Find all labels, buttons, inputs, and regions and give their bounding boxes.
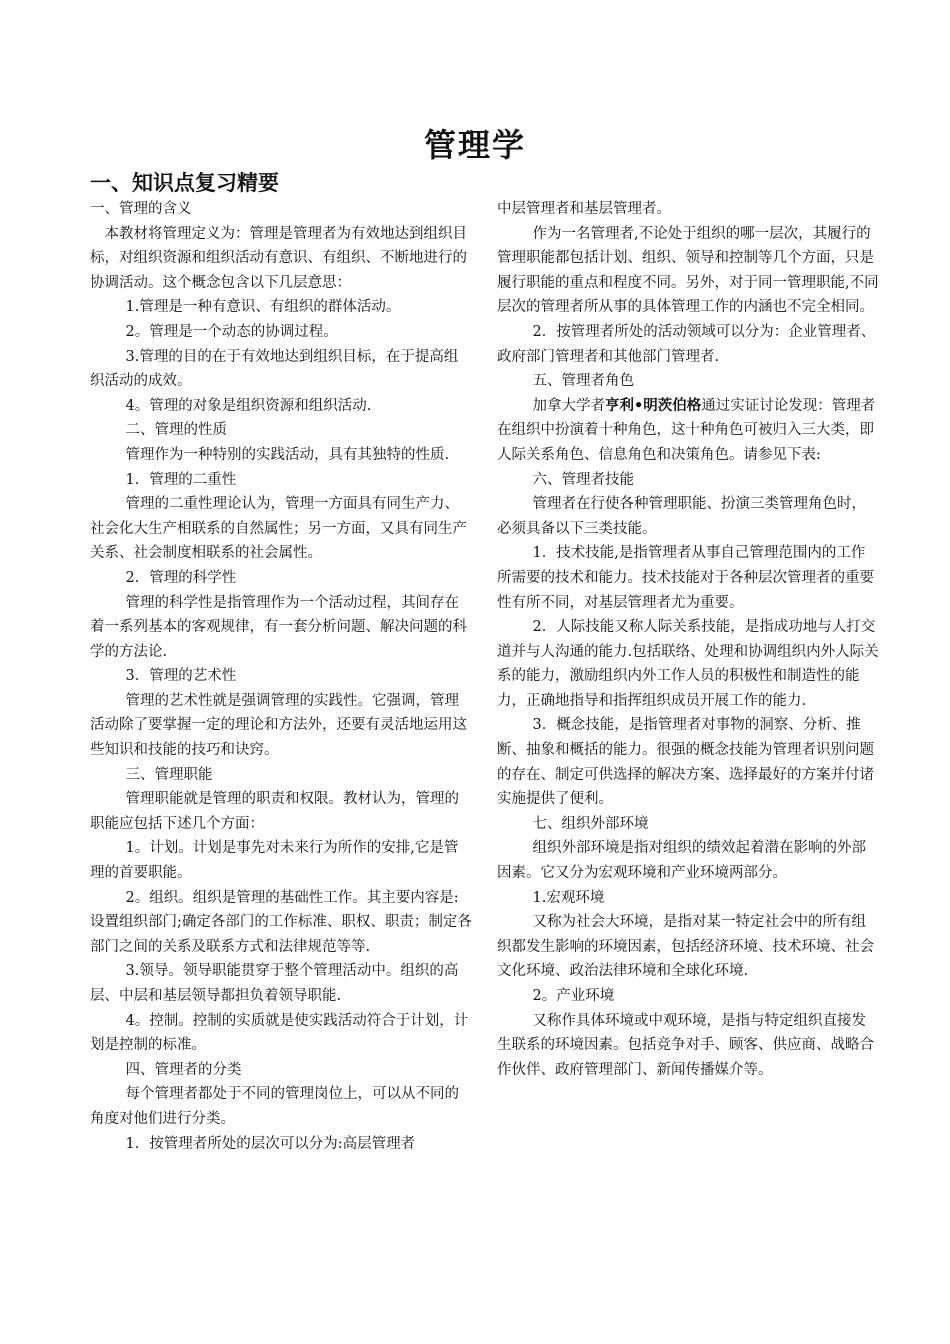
subheading-functions: 三、管理职能 <box>125 766 213 783</box>
list-item: 2．按管理者所处的活动领域可以分为：企业管理者、政府部门管理者和其他部门管理者. <box>497 323 876 365</box>
list-item: 3．概念技能，是指管理者对事物的洞察、分析、推断、抽象和概括的能力。很强的概念技能为管理者识别问题的存在、制定可供选择的解决方案、选择最好的方案并付诸实施提供了便利。 <box>497 717 874 808</box>
subheading-classification: 四、管理者的分类 <box>125 1061 242 1078</box>
list-item: 2。组织。组织是管理的基础性工作。其主要内容是:设置组织部门;确定各部门的工作标准、职权、职责；制定各部门之间的关系及联系方式和法律规范等等. <box>90 889 472 955</box>
subheading-skills: 六、管理者技能 <box>532 471 635 488</box>
list-item: 1．按管理者所处的层次可以分为:高层管理者 <box>125 1135 416 1152</box>
paragraph: 管理者在行使各种管理职能、扮演三类管理角色时，必须具备以下三类技能。 <box>497 496 867 537</box>
list-item: 4。管理的对象是组织资源和组织活动. <box>125 397 372 414</box>
subheading: 2．管理的科学性 <box>125 569 237 586</box>
subheading-environment: 七、组织外部环境 <box>532 815 649 832</box>
paragraph: 管理的艺术性就是强调管理的实践性。它强调，管理活动除了要掌握一定的理论和方法外，还要有灵活地运用这些知识和技能的技巧和诀窍。 <box>90 692 467 759</box>
subheading-nature: 二、管理的性质 <box>125 422 228 439</box>
left-column <box>90 197 472 1156</box>
paragraph: 管理作为一种特别的实践活动，具有其独特的性质. <box>125 446 450 463</box>
paragraph: 又称作具体环境或中观环境，是指与特定组织直接发生联系的环境因素。包括竞争对手、顾客、供应商、战略合作伙伴、政府管理部门、新闻传播媒介等。 <box>497 1012 874 1078</box>
paragraph: 管理的二重性理论认为，管理一方面具有同生产力、社会化大生产相联系的自然属性；另一方面，又具有同生产关系、社会制度相联系的社会属性。 <box>90 496 467 562</box>
paragraph: 管理职能就是管理的职责和权限。教材认为，管理的职能应包括下述几个方面： <box>90 791 460 832</box>
page-title: 管理学 <box>423 126 526 164</box>
list-item: 2。管理是一个动态的协调过程。 <box>125 323 338 340</box>
list-item: 3.管理的目的在于有效地达到组织目标，在于提高组织活动的成效。 <box>90 348 459 390</box>
subheading: 1．管理的二重性 <box>125 471 237 488</box>
list-item: 2．人际技能又称人际关系技能，是指成功地与人打交道并与人沟通的能力.包括联络、处理和协调组织内外人际关系的能力，激励组织内外工作人员的积极性和制造性的能力，正确地指导和指挥组织成员开展工作的能力. <box>497 619 879 709</box>
paragraph: 作为一名管理者,不论处于组织的哪一层次，其履行的管理职能都包括计划、组织、领导和控制等几个方面，只是履行职能的重点和程度不同。另外，对于同一管理职能,不同层次的管理者所从事的具体管理工作的内涵也不完全相同。 <box>497 225 879 316</box>
paragraph: 管理的科学性是指管理作为一个活动过程，其间存在着一系列基本的客观规律，有一套分析问题、解决问题的科学的方法论. <box>90 594 467 660</box>
paragraph-mintzberg <box>497 394 879 468</box>
paragraph: 每个管理者都处于不同的管理岗位上，可以从不同的角度对他们进行分类。 <box>90 1086 460 1127</box>
right-column <box>497 197 879 1082</box>
section-heading: 一、知识点复习精要 <box>90 171 279 195</box>
list-item: 4。控制。控制的实质就是使实践活动符合于计划，计划是控制的标准。 <box>90 1012 469 1054</box>
subheading: 2。产业环境 <box>532 988 615 1004</box>
list-item: 1.管理是一种有意识、有组织的群体活动。 <box>125 299 401 316</box>
paragraph: 本教材将管理定义为：管理是管理者为有效地达到组织目标，对组织资源和组织活动有意识、有组织、不断地进行的协调活动。这个概念包含以下几层意思： <box>90 225 467 291</box>
list-item: 1。计划。计划是事先对未来行为所作的安排,它是管理的首要职能。 <box>90 840 459 882</box>
list-item: 3.领导。领导职能贯穿于整个管理活动中。组织的高层、中层和基层领导都担负着领导职能. <box>90 963 459 1004</box>
subheading: 1.宏观环境 <box>532 889 605 906</box>
subheading-meaning: 一、管理的含义 <box>90 201 192 217</box>
list-item: 1．技术技能,是指管理者从事自己管理范围内的工作所需要的技术和能力。技术技能对于各种层次管理者的重要性有所不同，对基层管理者尤为重要。 <box>497 545 874 611</box>
paragraph-continued: 中层管理者和基层管理者。 <box>497 201 671 217</box>
paragraph: 组织外部环境是指对组织的绩效起着潜在影响的外部因素。它又分为宏观环境和产业环境两部分。 <box>497 840 867 882</box>
author-name: 亨利•明茨伯格 <box>605 396 702 414</box>
paragraph: 又称为社会大环境，是指对某一特定社会中的所有组织都发生影响的环境因素，包括经济环境、技术环境、社会文化环境、政治法律环境和全球化环境. <box>497 914 874 980</box>
text-span: 通过实证讨论发现：管理者在组织中扮演着十种角色，这十种角色可被归入三大类，即人际关系角色、信息角色和决策角色。请参见下表: <box>497 397 876 463</box>
text-span: 加拿大学者 <box>532 397 606 414</box>
subheading: 3．管理的艺术性 <box>125 668 237 685</box>
subheading-roles: 五、管理者角色 <box>532 373 635 390</box>
